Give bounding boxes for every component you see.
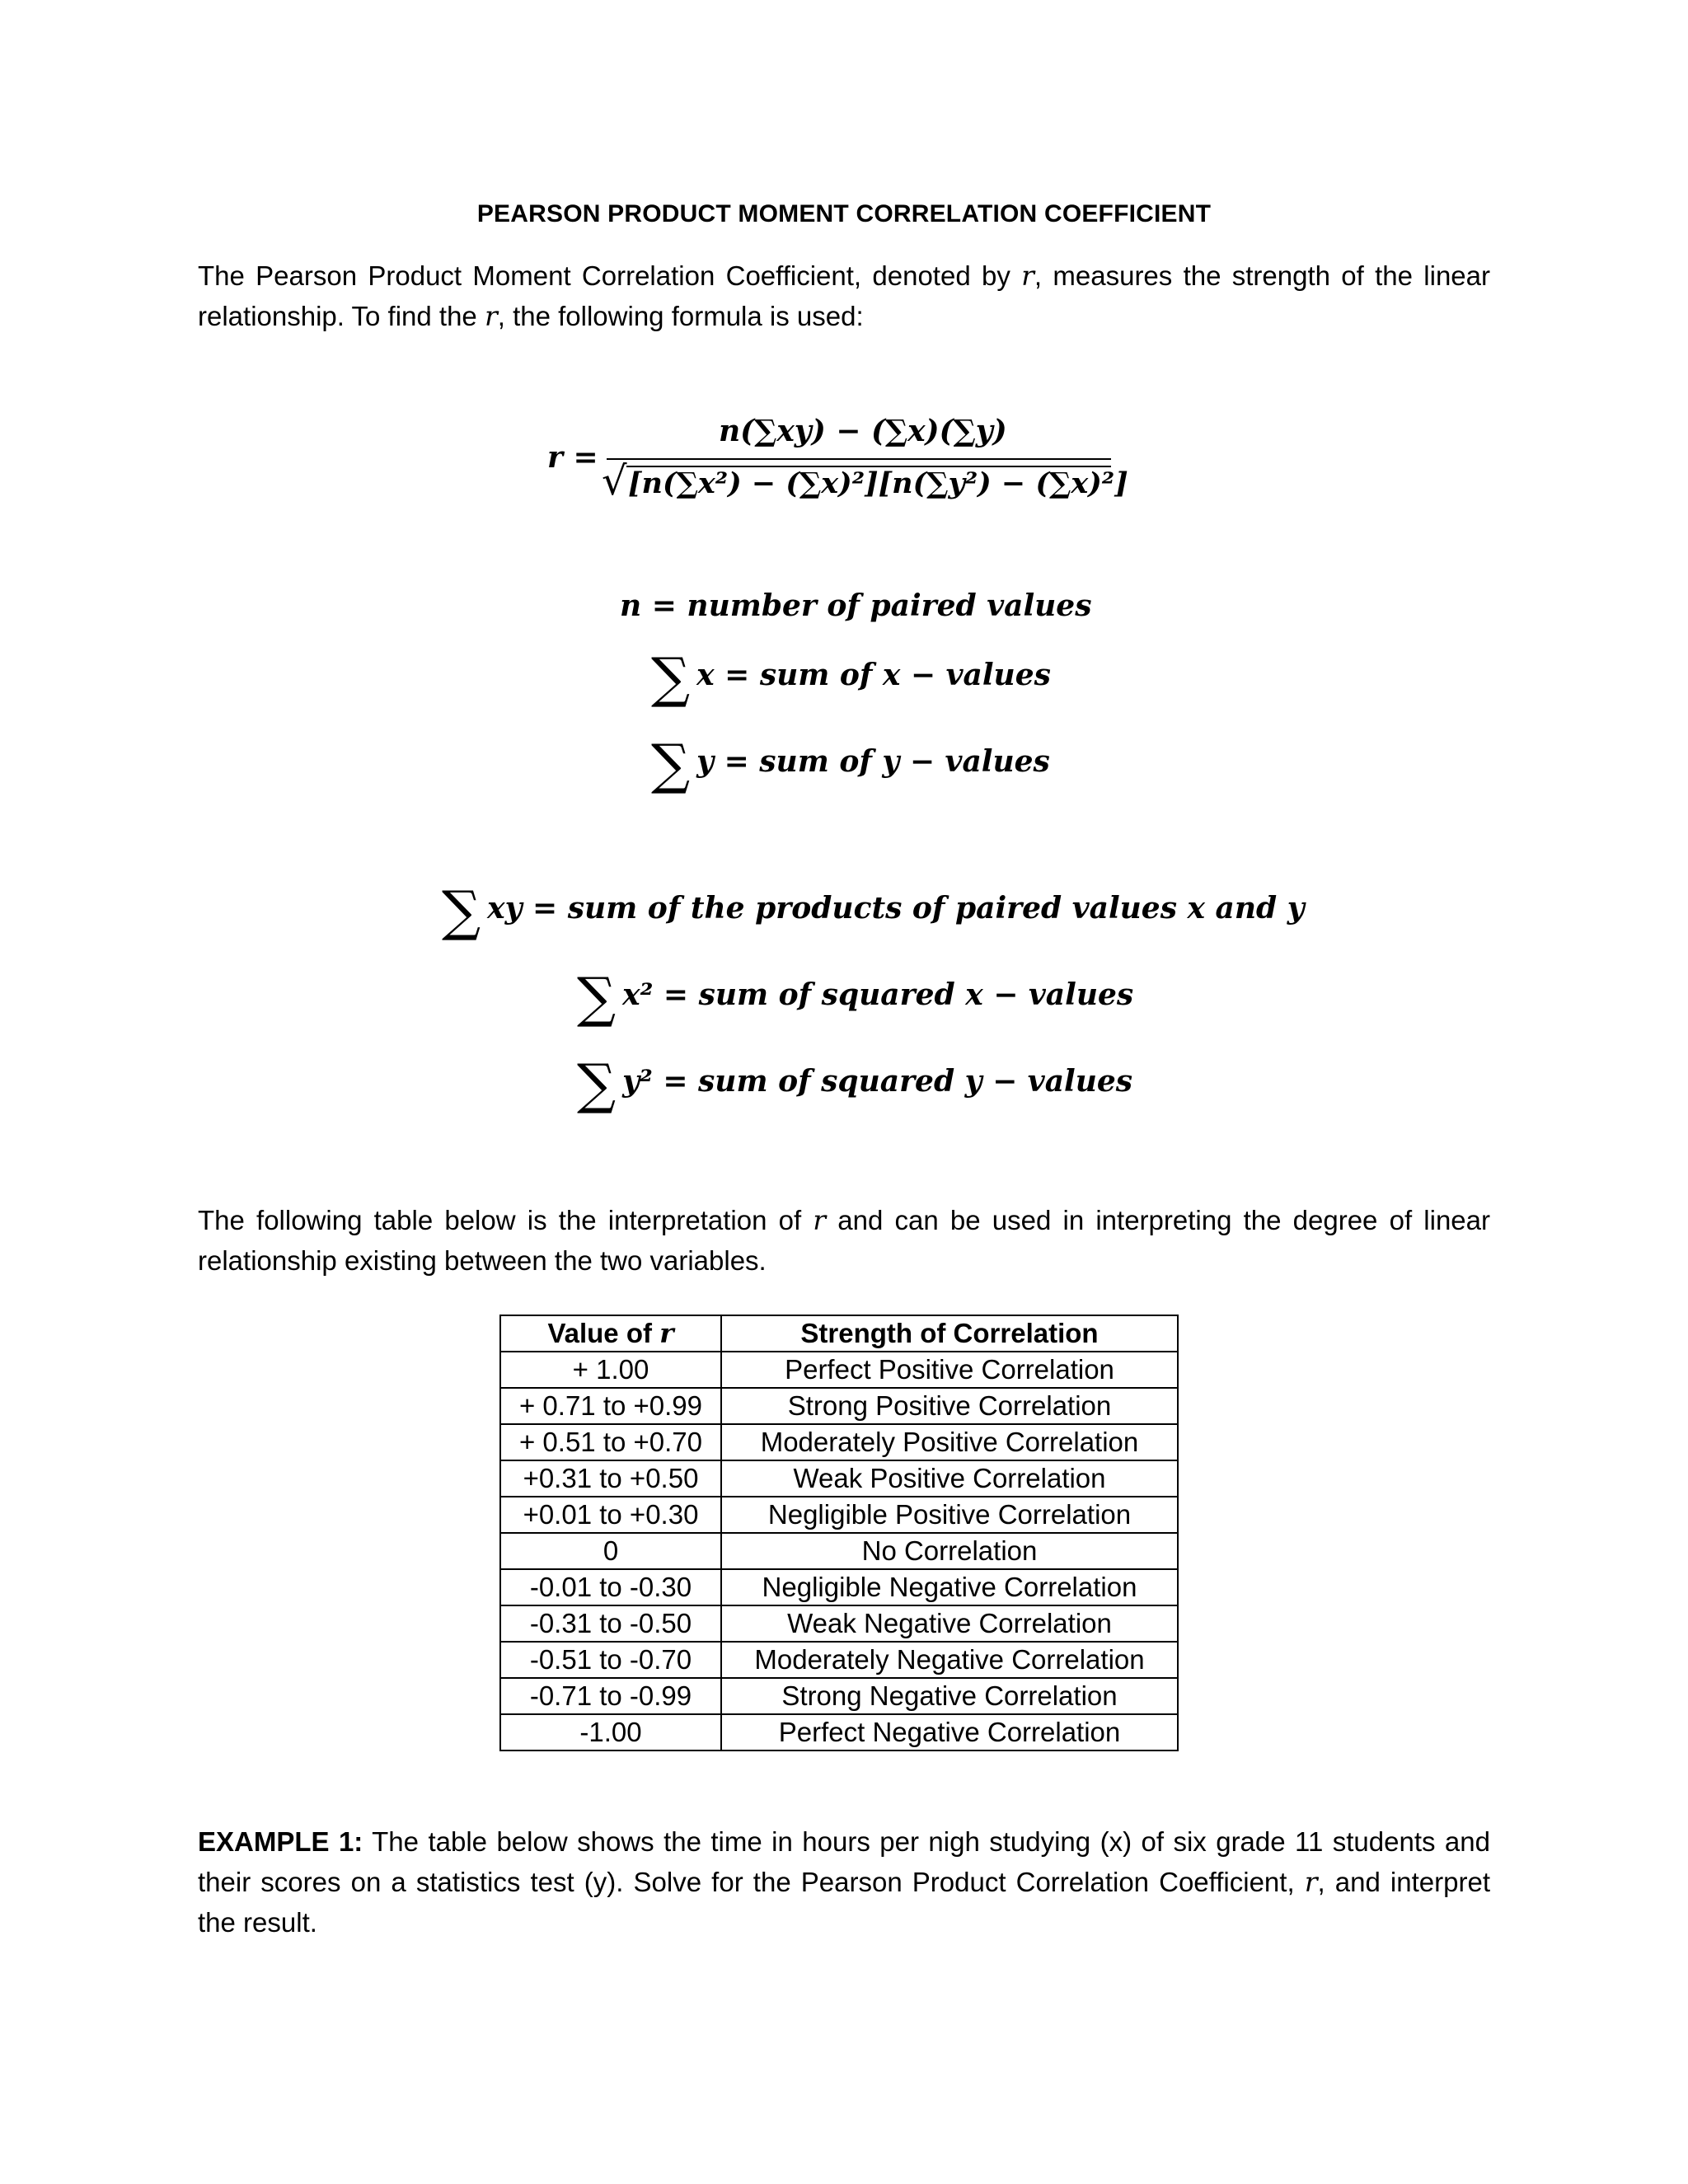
sigma-icon: ∑	[651, 646, 691, 710]
def-sum-y2	[577, 1052, 1133, 1116]
sigma-icon: ∑	[442, 879, 481, 943]
table-row	[500, 1460, 1178, 1497]
example-symbol-r: r	[1304, 1866, 1318, 1898]
table-intro-text-2: and can be used in interpreting the degree of linear relationship existing between the two variables.	[198, 1205, 1490, 1276]
table-row	[500, 1678, 1178, 1714]
def-n: n = number of paired values	[620, 588, 1092, 623]
header-value-symbol: r	[659, 1317, 674, 1349]
cell-value-range: -0.01 to -0.30	[500, 1569, 721, 1605]
def-sum-x	[651, 646, 1051, 710]
table-row	[500, 1533, 1178, 1569]
intro-text-1: The Pearson Product Moment Correlation Coefficient, denoted by	[198, 260, 1022, 291]
cell-strength: No Correlation	[721, 1533, 1178, 1569]
def-sum-x2	[577, 966, 1134, 1029]
def-sum-xy	[442, 879, 1305, 943]
cell-strength: Weak Negative Correlation	[721, 1605, 1178, 1642]
table-row	[500, 1352, 1178, 1388]
radical-sign: √	[602, 458, 627, 504]
def-sum-x-text: x = sum of x − values	[696, 658, 1051, 692]
intro-symbol-r: r	[1021, 260, 1034, 292]
table-row	[500, 1569, 1178, 1605]
cell-value-range: + 0.51 to +0.70	[500, 1424, 721, 1460]
intro-text-3: , the following formula is used:	[497, 301, 864, 331]
table-row	[500, 1605, 1178, 1642]
table-row	[500, 1714, 1178, 1750]
table-row	[500, 1497, 1178, 1533]
cell-strength: Negligible Positive Correlation	[721, 1497, 1178, 1533]
header-strength: Strength of Correlation	[721, 1315, 1178, 1352]
example-text: The table below shows the time in hours per nigh studying (x) of six grade 11 students and their scores on a statistics test (y). Solve for the Pearson Product Correlation Coefficient,	[198, 1826, 1490, 1897]
intro-paragraph	[198, 255, 1490, 336]
cell-strength: Perfect Negative Correlation	[721, 1714, 1178, 1750]
cell-strength: Strong Negative Correlation	[721, 1678, 1178, 1714]
sigma-icon: ∑	[651, 733, 691, 796]
def-sum-y-text: y = sum of y − values	[696, 744, 1050, 779]
cell-value-range: + 0.71 to +0.99	[500, 1388, 721, 1424]
cell-strength: Negligible Negative Correlation	[721, 1569, 1178, 1605]
intro-symbol-r2: r	[484, 300, 498, 332]
table-row	[500, 1388, 1178, 1424]
example-paragraph	[198, 1821, 1490, 1943]
table-row	[500, 1424, 1178, 1460]
formula-numerator: n(∑xy) − (∑x)(∑y)	[719, 414, 1007, 448]
sigma-icon: ∑	[577, 1052, 617, 1116]
table-intro-text-1: The following table below is the interpretation of	[198, 1205, 814, 1235]
cell-strength: Moderately Negative Correlation	[721, 1642, 1178, 1678]
cell-value-range: 0	[500, 1533, 721, 1569]
cell-value-range: + 1.00	[500, 1352, 721, 1388]
cell-strength: Perfect Positive Correlation	[721, 1352, 1178, 1388]
example-label: EXAMPLE 1:	[198, 1826, 363, 1857]
cell-strength: Weak Positive Correlation	[721, 1460, 1178, 1497]
def-sum-y2-text: y² = sum of squared y − values	[622, 1064, 1133, 1099]
example-text-end: , and interpret the result.	[198, 1867, 1490, 1938]
page-title: PEARSON PRODUCT MOMENT CORRELATION COEFFICIENT	[476, 200, 1212, 227]
interpretation-table	[499, 1315, 1179, 1751]
def-sum-xy-text: xy = sum of the products of paired values x and y	[487, 891, 1305, 926]
cell-value-range: -0.71 to -0.99	[500, 1678, 721, 1714]
def-sum-x2-text: x² = sum of squared x − values	[622, 977, 1134, 1012]
table-row	[500, 1642, 1178, 1678]
cell-value-range: +0.31 to +0.50	[500, 1460, 721, 1497]
fraction-bar	[607, 458, 1111, 460]
cell-value-range: -1.00	[500, 1714, 721, 1750]
cell-strength: Moderately Positive Correlation	[721, 1424, 1178, 1460]
cell-value-range: -0.31 to -0.50	[500, 1605, 721, 1642]
formula-denominator: [n(∑x²) − (∑x)²][n(∑y²) − (∑x)²]	[628, 466, 1128, 500]
formula-lhs: r =	[547, 440, 598, 475]
sigma-icon: ∑	[577, 966, 617, 1029]
cell-strength: Strong Positive Correlation	[721, 1388, 1178, 1424]
cell-value-range: -0.51 to -0.70	[500, 1642, 721, 1678]
header-value-of-r	[500, 1315, 721, 1352]
table-header-row	[500, 1315, 1178, 1352]
header-value-text: Value of	[547, 1318, 660, 1348]
cell-value-range: +0.01 to +0.30	[500, 1497, 721, 1533]
table-intro-paragraph	[198, 1200, 1490, 1281]
table-intro-symbol-r: r	[813, 1204, 827, 1236]
intro-text-2: , measures the strength of the linear relationship. To find the	[198, 260, 1490, 331]
def-sum-y	[651, 733, 1050, 796]
